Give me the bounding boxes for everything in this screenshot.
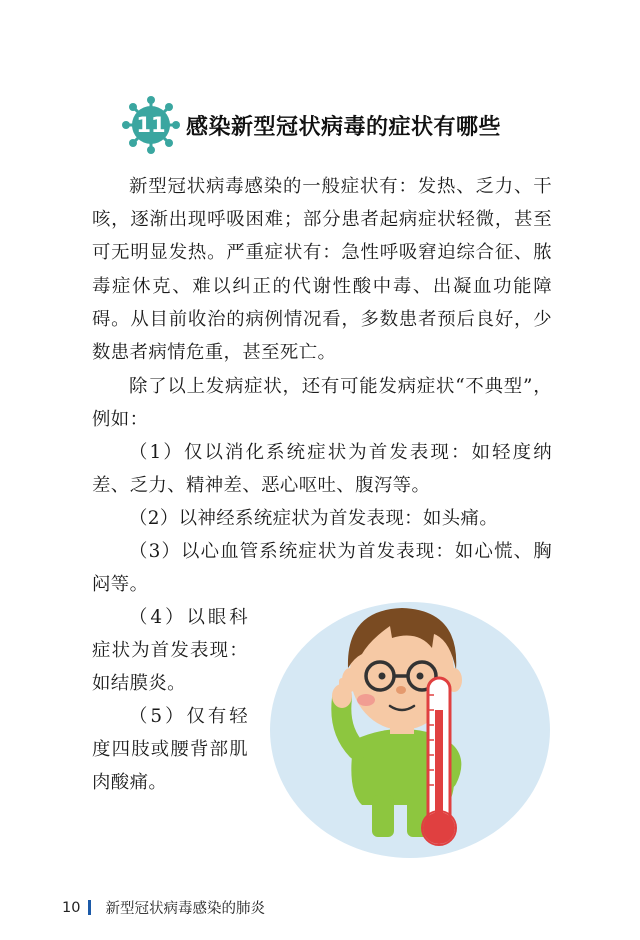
list-item: （1）仅以消化系统症状为首发表现：如轻度纳差、乏力、精神差、恶心呕吐、腹泻等。 — [92, 442, 552, 497]
section-title: 感染新型冠状病毒的症状有哪些 — [186, 114, 502, 140]
section-heading — [122, 95, 501, 155]
sick-boy-thermometer-illustration — [262, 590, 552, 860]
page-footer — [62, 897, 265, 918]
list-item: （2）以神经系统症状为首发表现：如头痛。 — [129, 508, 499, 529]
footer-divider — [88, 900, 91, 915]
book-title: 新型冠状病毒感染的肺炎 — [105, 901, 265, 917]
page-number: 10 — [62, 899, 81, 916]
list-item: （4）以眼科症状为首发表现：如结膜炎。 — [92, 607, 248, 695]
list-item: （5）仅有轻度四肢或腰背部肌肉酸痛。 — [92, 706, 248, 794]
section-number: 11 — [136, 113, 166, 137]
paragraph-general-symptoms: 新型冠状病毒感染的一般症状有：发热、乏力、干咳，逐渐出现呼吸困难；部分患者起病症状轻微，甚至可无明显发热。严重症状有：急性呼吸窘迫综合征、脓毒症休克、难以纠正的代谢性酸中毒、出凝血功能障碍。从目前收治的病例情况看，多数患者预后良好，少数患者病情危重，甚至死亡。 — [92, 176, 552, 364]
virus-badge-icon — [122, 96, 180, 154]
paragraph-atypical-intro: 除了以上发病症状，还有可能发病症状“不典型”，例如： — [92, 376, 552, 431]
list-item: （3）以心血管系统症状为首发表现：如心慌、胸闷等。 — [92, 541, 552, 596]
